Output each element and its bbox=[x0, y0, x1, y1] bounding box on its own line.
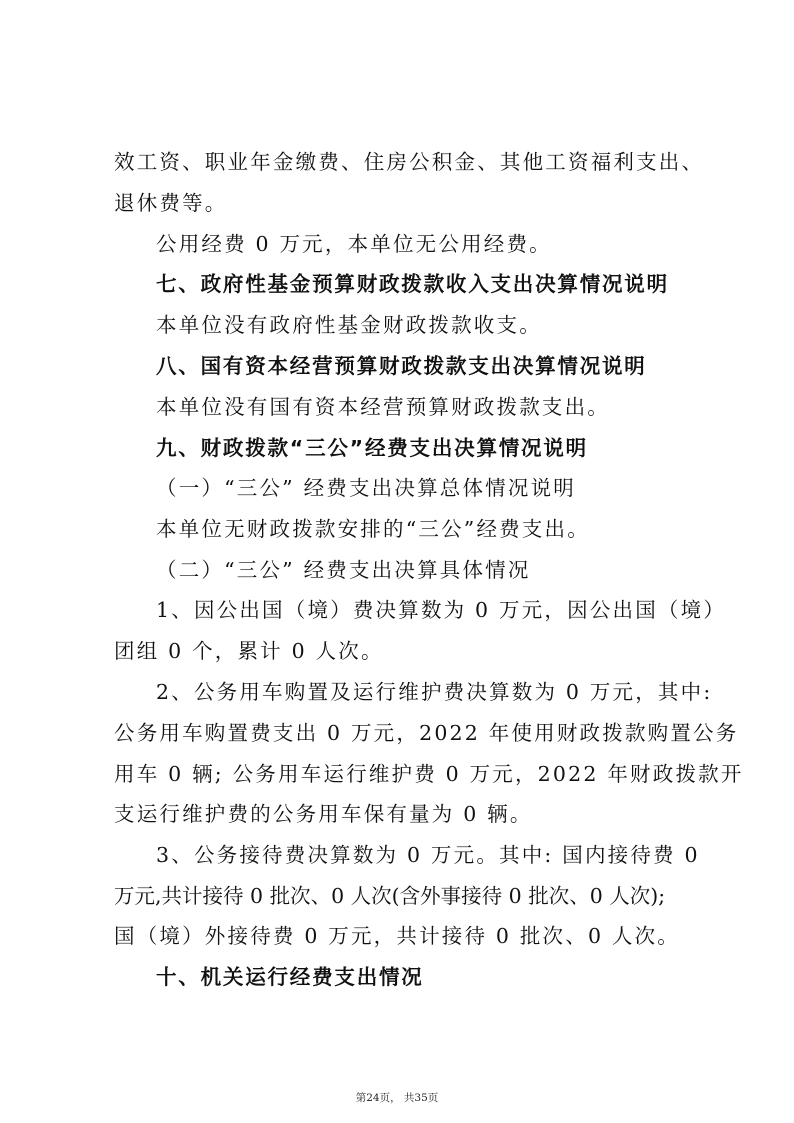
paragraph-line: 退休费等。 bbox=[114, 191, 228, 215]
paragraph-line: 公务用车购置费支出 0 万元，2022 年使用财政拨款购置公务 bbox=[114, 721, 739, 745]
paragraph-line: 1、因公出国（境）费决算数为 0 万元，因公出国（境） bbox=[156, 598, 727, 622]
section-heading-7: 七、政府性基金预算财政拨款收入支出决算情况说明 bbox=[156, 272, 669, 296]
paragraph-line: 本单位无财政拨款安排的“三公”经费支出。 bbox=[156, 517, 590, 541]
section-heading-10: 十、机关运行经费支出情况 bbox=[156, 965, 424, 989]
subsection-heading-2: （二）“三公” 经费支出决算具体情况 bbox=[156, 558, 531, 582]
section-heading-8: 八、国有资本经营预算财政拨款支出决算情况说明 bbox=[156, 354, 647, 378]
paragraph-line: 国（境）外接待费 0 万元，共计接待 0 批次、0 人次。 bbox=[114, 924, 681, 948]
paragraph-line: 团组 0 个，累计 0 人次。 bbox=[114, 639, 384, 663]
paragraph-line: 万元,共计接待 0 批次、0 人次(含外事接待 0 批次、0 人次); bbox=[114, 884, 666, 908]
paragraph-line: 3、公务接待费决算数为 0 万元。其中: 国内接待费 0 bbox=[156, 843, 700, 867]
paragraph-line: 效工资、职业年金缴费、住房公积金、其他工资福利支出、 bbox=[114, 150, 705, 174]
paragraph-line: 用车 0 辆; 公务用车运行维护费 0 万元，2022 年财政拨款开 bbox=[114, 762, 744, 786]
section-heading-9: 九、财政拨款“三公”经费支出决算情况说明 bbox=[156, 436, 588, 460]
page-number-footer: 第24页， 共35页 bbox=[355, 1092, 439, 1104]
paragraph-line: 2、公务用车购置及运行维护费决算数为 0 万元，其中: bbox=[156, 680, 713, 704]
paragraph-line: 本单位没有政府性基金财政拨款收支。 bbox=[156, 313, 542, 337]
paragraph-line: 公用经费 0 万元，本单位无公用经费。 bbox=[156, 232, 552, 256]
paragraph-line: 支运行维护费的公务用车保有量为 0 辆。 bbox=[114, 802, 533, 826]
paragraph-line: 本单位没有国有资本经营预算财政拨款支出。 bbox=[156, 395, 610, 419]
subsection-heading-1: （一）“三公” 经费支出决算总体情况说明 bbox=[156, 476, 576, 500]
